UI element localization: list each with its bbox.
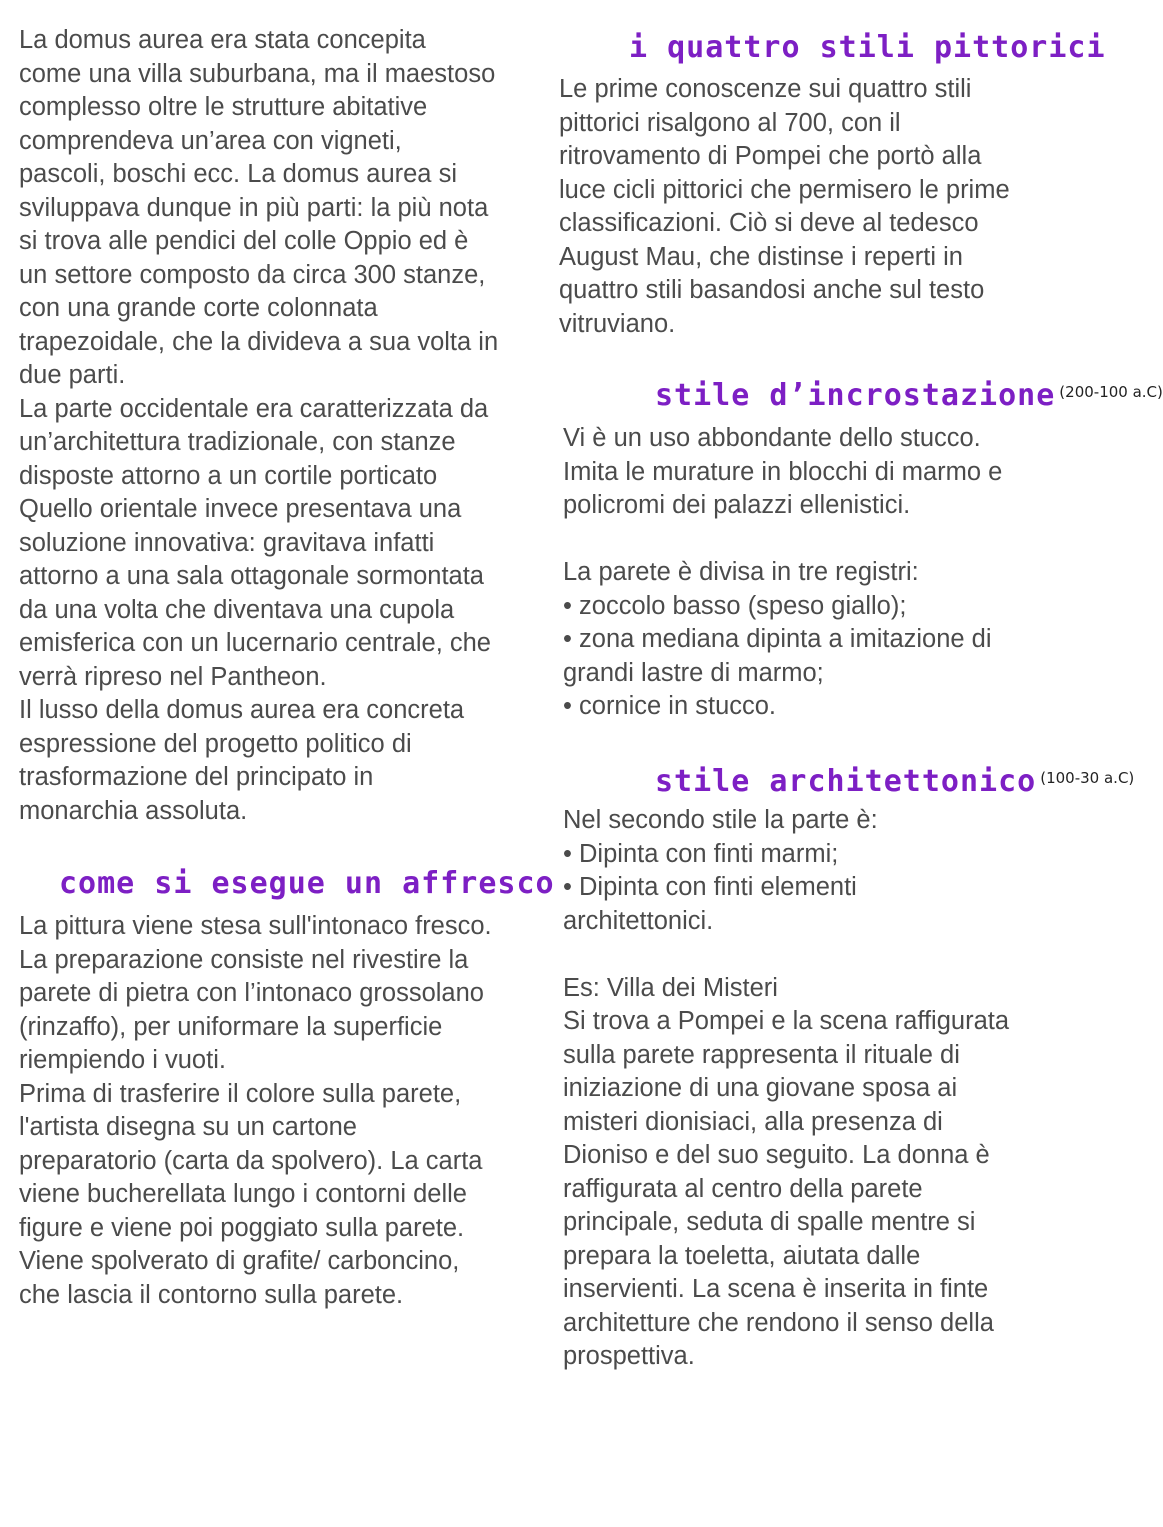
date-note-architettonico: (100-30 a.C) [1040, 769, 1135, 787]
domus-aurea-paragraph: La domus aurea era stata concepita come una villa suburbana, ma il maestoso complesso oltre le strutture abitative comprendeva un’area con vigneti, pascoli, boschi ecc. La domus aurea si sviluppava dunque in più parti: la più nota si trova alle pendici del colle Oppio ed è un settore composto da circa 300 stanze, con una grande corte colonnata trapezoidale, che la divideva a sua volta in due parti. La parte occidentale era caratterizzata da un’architettura tradizionale, con stanze disposte attorno a un cortile porticato Quello orientale invece presentava una soluzione innovativa: gravitava infatti attorno a una sala ottagonale sormontata da una volta che diventava una cupola emisferica con un lucernario centrale, che verrà ripreso nel Pantheon. Il lusso della domus aurea era concreta espressione del progetto politico di trasformazione del principato in monarchia assoluta. [19, 26, 499, 825]
date-note-incrostazione: (200-100 a.C) [1059, 383, 1163, 401]
quattro-stili-paragraph: Le prime conoscenze sui quattro stili pittorici risalgono al 700, con il ritrovamento di Pompei che portò alla luce cicli pittorici che permisero le prime classificazioni. Ciò si deve al tedesco August Mau, che distinse i reperti in quattro stili basandosi anche sul testo vitruviano. [559, 75, 1010, 338]
heading-architettonico-text: stile architettonico [655, 764, 1037, 799]
incrostazione-paragraph: Vi è un uso abbondante dello stucco. Imita le murature in blocchi di marmo e policromi dei palazzi ellenistici. La parete è divisa in tre registri: • zoccolo basso (speso giallo); • zona mediana dipinta a imitazione di grandi lastre di marmo; • cornice in stucco. [563, 424, 1003, 720]
heading-incrostazione-text: stile d’incrostazione [655, 378, 1056, 413]
heading-affresco: come si esegue un affresco [59, 866, 555, 901]
architettonico-paragraph: Nel secondo stile la parte è: • Dipinta con finti marmi; • Dipinta con finti elementi architettonici. Es: Villa dei Misteri Si trova a Pompei e la scena raffigurata sulla parete rappresenta il rituale di iniziazione di una giovane sposa ai misteri dionisiaci, alla presenza di Dioniso e del suo seguito. La donna è raffigurata al centro della parete principale, seduta di spalle mentre si prepara la toeletta, aiutata dalle inservienti. La scena è inserita in finte architetture che rendono il senso della prospettiva. [563, 806, 1010, 1370]
heading-architettonico [655, 764, 1134, 799]
affresco-paragraph: La pittura viene stesa sull'intonaco fresco. La preparazione consiste nel rivestire la parete di pietra con l’intonaco grossolano (rinzaffo), per uniformare la superficie riempiendo i vuoti. Prima di trasferire il colore sulla parete, l'artista disegna su un cartone preparatorio (carta da spolvero). La carta viene bucherellata lungo i contorni delle figure e viene poi poggiato sulla parete. Viene spolverato di grafite/ carboncino, che lascia il contorno sulla parete. [19, 912, 492, 1309]
heading-quattro-stili: i quattro stili pittorici [629, 30, 1106, 65]
heading-incrostazione [655, 378, 1163, 413]
